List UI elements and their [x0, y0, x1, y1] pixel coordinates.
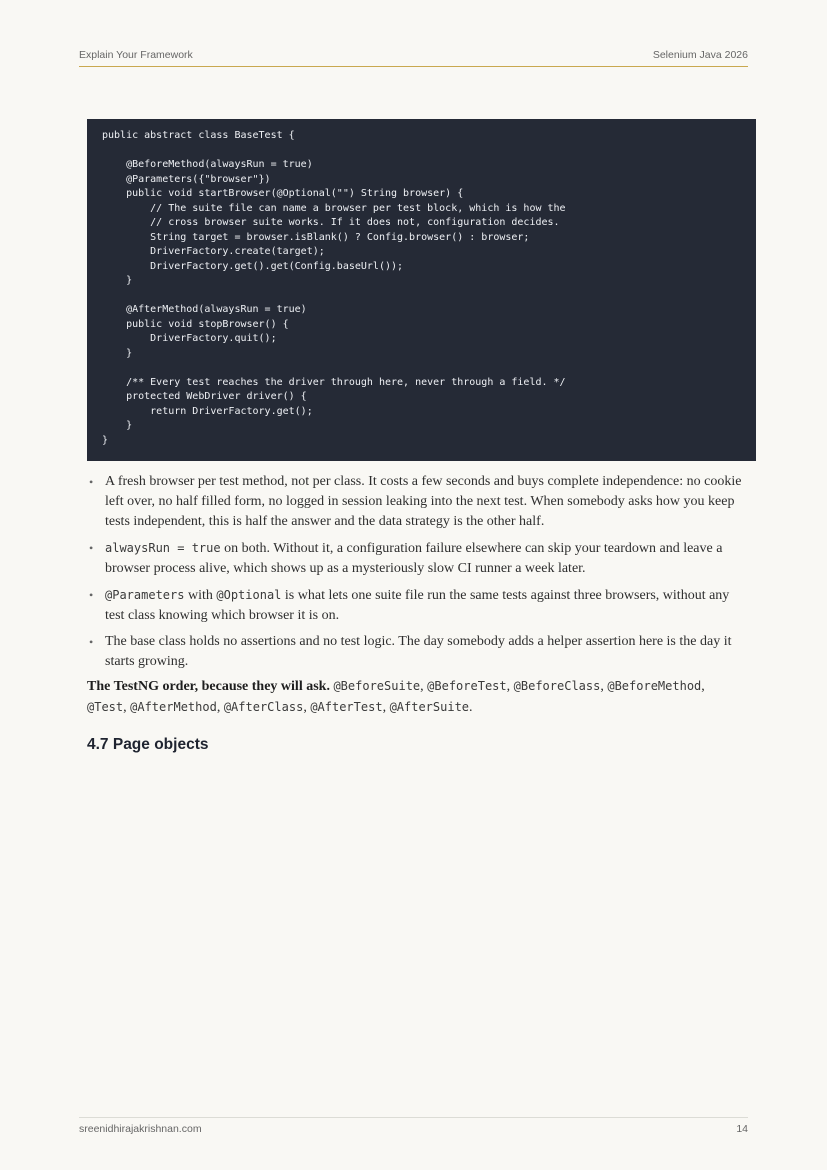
code-line: }	[102, 434, 109, 446]
code-line: protected WebDriver driver() {	[102, 391, 307, 402]
header-doc-title: Explain Your Framework	[79, 49, 193, 61]
code-line: @Parameters({"browser"})	[102, 173, 271, 185]
code-line: DriverFactory.create(target);	[102, 246, 325, 257]
code-line: // cross browser suite works. If it does not, configuration decides.	[102, 217, 560, 228]
order-annotation: @AfterTest	[310, 700, 383, 714]
order-annotation: @AfterSuite	[389, 700, 470, 714]
list-item: • alwaysRun = true on both. Without it, a configuration failure elsewhere can skip your teardown and leave a browser process alive, which shows up as a mysteriously slow CI runner a week later.	[87, 538, 747, 579]
footer-site: sreenidhirajakrishnan.com	[79, 1123, 202, 1135]
code-line: @AfterMethod(alwaysRun = true)	[102, 304, 307, 315]
code-line: }	[102, 275, 133, 286]
code-line: return DriverFactory.get();	[102, 405, 313, 417]
inline-code: alwaysRun = true	[105, 541, 221, 555]
code-line: }	[102, 347, 133, 359]
code-line: public abstract class BaseTest {	[102, 130, 295, 141]
list-item: • A fresh browser per test method, not per class. It costs a few seconds and buys complete independence: no cookie left over, no half filled form, no logged in session leaking into the next test. When somebody asks how you keep tests independent, this is half the answer and the data strategy is the other half.	[87, 472, 747, 532]
order-annotation: @BeforeMethod	[607, 679, 702, 693]
list-item: • The base class holds no assertions and no test logic. The day somebody adds a helper assertion here is the day it starts growing.	[87, 632, 747, 672]
code-line: public void stopBrowser() {	[102, 318, 289, 330]
header-rule	[79, 66, 748, 67]
code-line: @BeforeMethod(alwaysRun = true)	[102, 159, 313, 170]
footer-rule	[79, 1117, 748, 1118]
code-line	[102, 361, 741, 376]
header-series-title: Selenium Java 2026	[652, 49, 748, 61]
section-heading: 4.7 Page objects	[87, 736, 209, 753]
order-annotation: @BeforeSuite	[333, 679, 421, 693]
list-item: • @Parameters with @Optional is what lets one suite file run the same tests against three browsers, without any test class knowing which browser it is on.	[87, 585, 747, 626]
order-lead: The TestNG order, because they will ask.	[87, 679, 330, 694]
code-line: public void startBrowser(@Optional("") String browser) {	[102, 188, 464, 199]
code-line	[102, 144, 741, 159]
code-line: DriverFactory.get().get(Config.baseUrl());	[102, 260, 404, 272]
code-line: String target = browser.isBlank() ? Config.browser() : browser;	[102, 231, 530, 243]
code-line: }	[102, 420, 133, 431]
code-line: // The suite file can name a browser per test block, which is how the	[102, 202, 566, 214]
code-line: /** Every test reaches the driver through here, never through a field. */	[102, 376, 566, 388]
bullet-list	[87, 472, 747, 678]
inline-code: @Optional	[216, 588, 282, 602]
order-annotation: @BeforeTest	[427, 679, 507, 693]
page-number: 14	[736, 1123, 748, 1135]
order-annotation: @AfterMethod	[130, 700, 217, 714]
order-annotation: @Test	[87, 700, 124, 714]
page-header	[79, 49, 748, 61]
page-footer	[79, 1123, 748, 1135]
code-block	[87, 119, 756, 461]
inline-code: @Parameters	[105, 588, 185, 602]
code-line: DriverFactory.quit();	[102, 333, 277, 344]
order-items: @BeforeSuite, @BeforeTest, @BeforeClass, @BeforeMethod, @Test, @AfterMethod, @AfterClass, @AfterTest, @AfterSuite.	[87, 679, 705, 715]
code-line	[102, 289, 741, 304]
order-annotation: @AfterClass	[223, 700, 304, 714]
testng-order-paragraph	[87, 676, 747, 718]
order-annotation: @BeforeClass	[513, 679, 601, 693]
